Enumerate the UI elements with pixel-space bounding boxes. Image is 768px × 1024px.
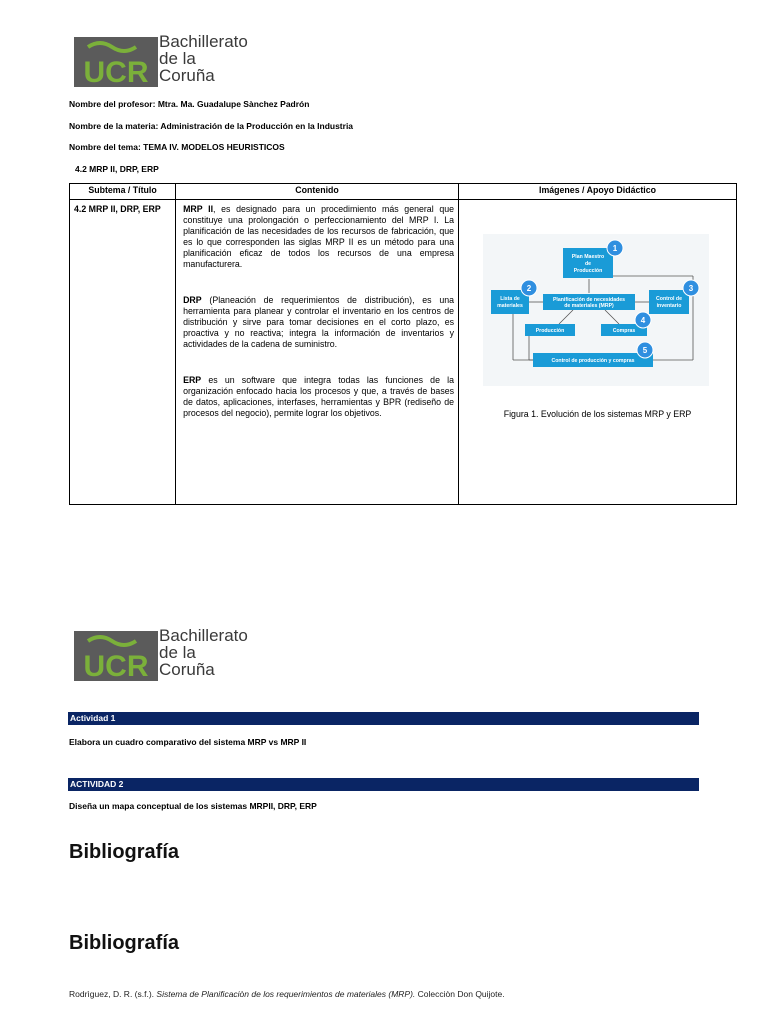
text-erp: es un software que integra todas las funciones de la organización enfocado hacia los procesos y que, a través de bases de datos, aplicaciones, interfases, herramientas y BPR (rediseño de procesos del negocio), permite lograr los objetivos. (183, 375, 455, 418)
term-drp: DRP (183, 295, 202, 305)
topic-line (69, 142, 285, 152)
bibliography-heading-2: Bibliografía (69, 932, 180, 954)
paragraph-drp (183, 295, 454, 350)
plan-text-1: Plan Maestro (571, 254, 605, 260)
number-2: 2 (526, 284, 532, 293)
ref-publisher: Colecciòn Don Quijote. (417, 989, 505, 999)
compras-text: Compras (612, 328, 636, 334)
content-cell (176, 200, 459, 505)
logo-line-1: Bachillerato (159, 32, 248, 51)
logo-name (159, 627, 248, 678)
col-header-subtopic: Subtema / Título (70, 184, 176, 200)
content-table (69, 183, 737, 505)
topic-value: TEMA IV. MODELOS HEURISTICOS (143, 142, 285, 152)
professor-label: Nombre del profesor: (69, 99, 156, 109)
subject-value: Administración de la Producción en la Industria (160, 121, 354, 131)
activity-2-text: Diseña un mapa conceptual de los sistemas MRPII, DRP, ERP (69, 801, 317, 811)
logo-line-2: de la (159, 643, 196, 662)
activity-1-text: Elabora un cuadro comparativo del sistema MRP vs MRP II (69, 737, 307, 747)
images-cell (459, 200, 737, 505)
activity-1-bar: Actividad 1 (68, 712, 699, 725)
subtopic-cell: 4.2 MRP II, DRP, ERP (70, 200, 176, 505)
col-header-images: Imágenes / Apoyo Didáctico (459, 184, 737, 200)
logo-line-3: Coruña (159, 660, 215, 679)
ucr-logo-top (74, 32, 264, 87)
logo-mark-text: UCR (83, 650, 149, 681)
ucr-logo-mark (74, 631, 158, 681)
text-mrp2: , es designado para un procedimiento más general que constituye una prolongación o perfeccionamiento del MRP I. La planificación de las necesidades de los recursos de fabricación, que es lo que corresponden las siglas MRP II es un método para una planificación eficaz de todos los recursos de una empresa manufacturera. (183, 204, 455, 269)
professor-value: Mtra. Ma. Guadalupe Sànchez Padrón (157, 99, 310, 109)
plan-text-3: Producción (573, 268, 603, 274)
lista-text-1: Lista de (500, 296, 520, 302)
box-control-inventario (649, 290, 689, 314)
number-3: 3 (688, 284, 694, 293)
table-header-row (70, 184, 737, 200)
ucr-logo-mark (74, 37, 158, 87)
bibliography-reference (69, 989, 505, 999)
logo-line-1: Bachillerato (159, 626, 248, 645)
ref-title: Sistema de Planificaciòn de los requerimientos de materiales (MRP). (156, 989, 416, 999)
subject-line (69, 121, 353, 131)
col-header-content: Contenido (176, 184, 459, 200)
control-inv-text-1: Control de (656, 296, 682, 302)
mrp-text-2: de materiales (MRP) (564, 303, 614, 309)
mrp-erp-diagram (483, 234, 709, 386)
text-drp: (Planeación de requerimientos de distribución), es una herramienta para planear y controlar el inventario en los centros de distribución y sirve para tomar decisiones en el corto plazo, es proactiva y no reactiva; integra la información de inventarios y actividades de la cadena de suministro. (183, 295, 455, 349)
paragraph-mrp2 (183, 204, 454, 270)
number-4: 4 (640, 316, 646, 325)
logo-line-3: Coruña (159, 66, 215, 85)
table-row (70, 200, 737, 505)
activity-2-bar: ACTIVIDAD 2 (68, 778, 699, 791)
section-title: 4.2 MRP II, DRP, ERP (75, 164, 159, 174)
mrp-text-1: Planificación de necesidades (552, 297, 626, 303)
term-mrp2: MRP II (183, 204, 214, 214)
number-1: 1 (612, 244, 618, 253)
subject-label: Nombre de la materia: (69, 121, 159, 131)
topic-label: Nombre del tema: (69, 142, 141, 152)
number-5: 5 (642, 346, 648, 355)
lista-text-2: materiales (497, 303, 523, 309)
figure-caption: Figura 1. Evolución de los sistemas MRP y ERP (503, 409, 692, 419)
term-erp: ERP (183, 375, 202, 385)
control-inv-text-2: inventario (656, 303, 682, 309)
logo-mark-text: UCR (83, 56, 149, 87)
bibliography-heading-1: Bibliografía (69, 841, 180, 863)
plan-text-2: de (584, 261, 592, 267)
control-prod-text: Control de producción y compras (551, 358, 635, 364)
paragraph-erp (183, 375, 454, 419)
logo-line-2: de la (159, 49, 196, 68)
ref-author: Rodrìguez, D. R. (s.f.). (69, 989, 155, 999)
logo-name (159, 33, 248, 84)
professor-line (69, 99, 309, 109)
produccion-text: Producción (535, 328, 565, 334)
ucr-logo-bottom (74, 626, 264, 681)
